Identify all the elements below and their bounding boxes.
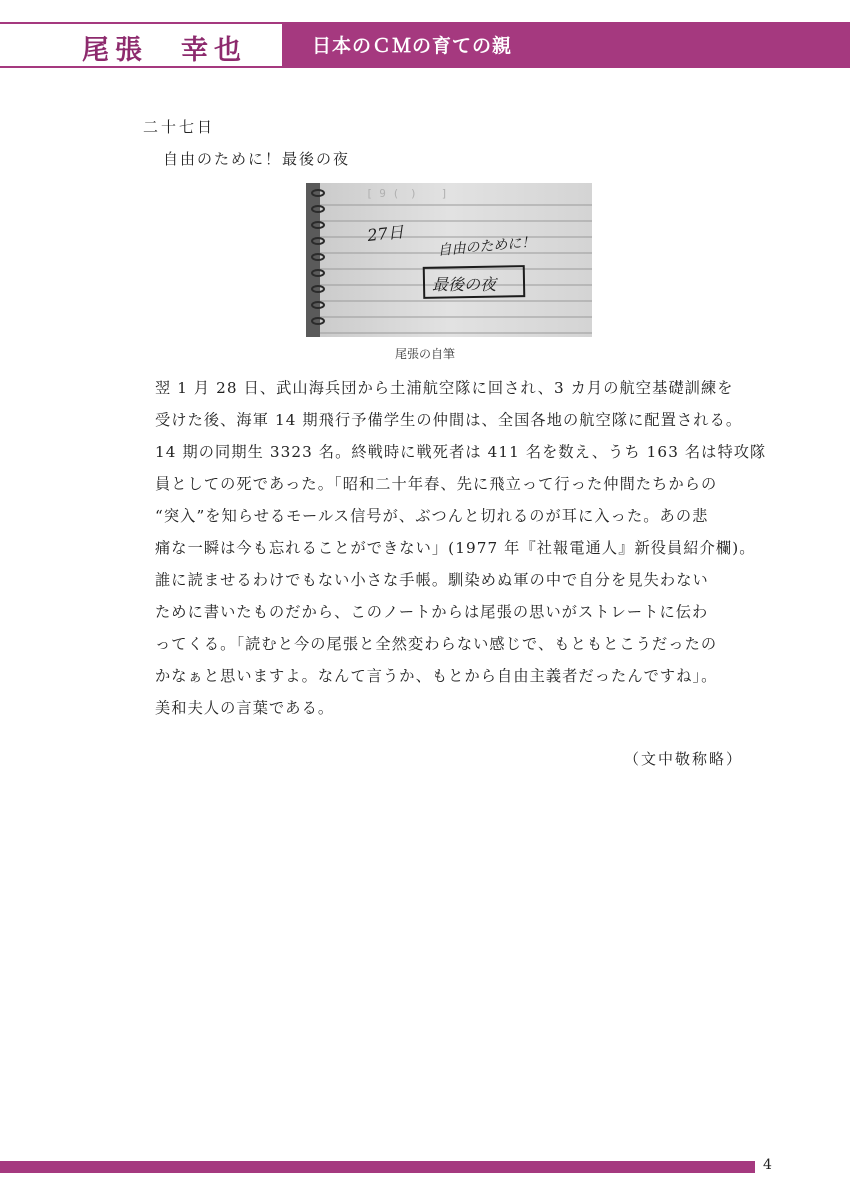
- handwritten-line-1: 自由のために！: [436, 234, 536, 259]
- notebook-photo: [306, 183, 592, 337]
- body-line: “突入”を知らせるモールス信号が、ぶつんと切れるのが耳に入った。あの悲: [155, 507, 709, 525]
- handwritten-date: 27日: [366, 222, 405, 245]
- author-box: [0, 22, 282, 68]
- body-line: 美和夫人の言葉である。: [155, 699, 335, 717]
- body-line: ってくる。「読むと今の尾張と全然変わらない感じで、もともとこうだったの: [155, 635, 718, 653]
- svg-text:[ 9 ( ) ]: [ 9 ( ) ]: [366, 187, 448, 200]
- body-line: 翌 1 月 28 日、武山海兵団から土浦航空隊に回され、3 カ月の航空基礎訓練を: [155, 379, 734, 397]
- author-name: 尾張 幸也: [82, 35, 247, 66]
- body-line: ために書いたものだから、このノートからは尾張の思いがストレートに伝わ: [155, 603, 709, 621]
- body-line: かなぁと思いますよ。なんて言うか、もとから自由主義者だったんですね」。: [155, 667, 718, 685]
- body-line: 員としての死であった。「昭和二十年春、先に飛立って行った仲間たちからの: [155, 475, 718, 493]
- honorific-note: （文中敬称略）: [623, 750, 743, 768]
- footer-bar: [0, 1161, 755, 1173]
- photo-caption: 尾張の自筆: [394, 347, 455, 361]
- body-line: 誰に読ませるわけでもない小さな手帳。馴染めぬ軍の中で自分を見失わない: [155, 571, 709, 589]
- title-banner: [282, 22, 850, 68]
- handwritten-line-2: 最後の夜: [432, 275, 497, 294]
- sub-heading: 自由のために！最後の夜: [163, 150, 351, 168]
- series-title: 日本のＣＭの育ての親: [312, 35, 513, 57]
- page-header: [0, 22, 850, 70]
- body-line: 14 期の同期生 3323 名。終戦時に戦死者は 411 名を数え、うち 163 名は特攻隊: [155, 443, 767, 461]
- body-text: [155, 372, 767, 724]
- body-line: 痛な一瞬は今も忘れることができない」(1977 年『社報電通人』新役員紹介欄)。: [155, 539, 756, 557]
- date-heading: 二十七日: [143, 118, 216, 136]
- page-number: 4: [763, 1157, 772, 1173]
- body-line: 受けた後、海軍 14 期飛行予備学生の仲間は、全国各地の航空隊に配置される。: [155, 411, 743, 429]
